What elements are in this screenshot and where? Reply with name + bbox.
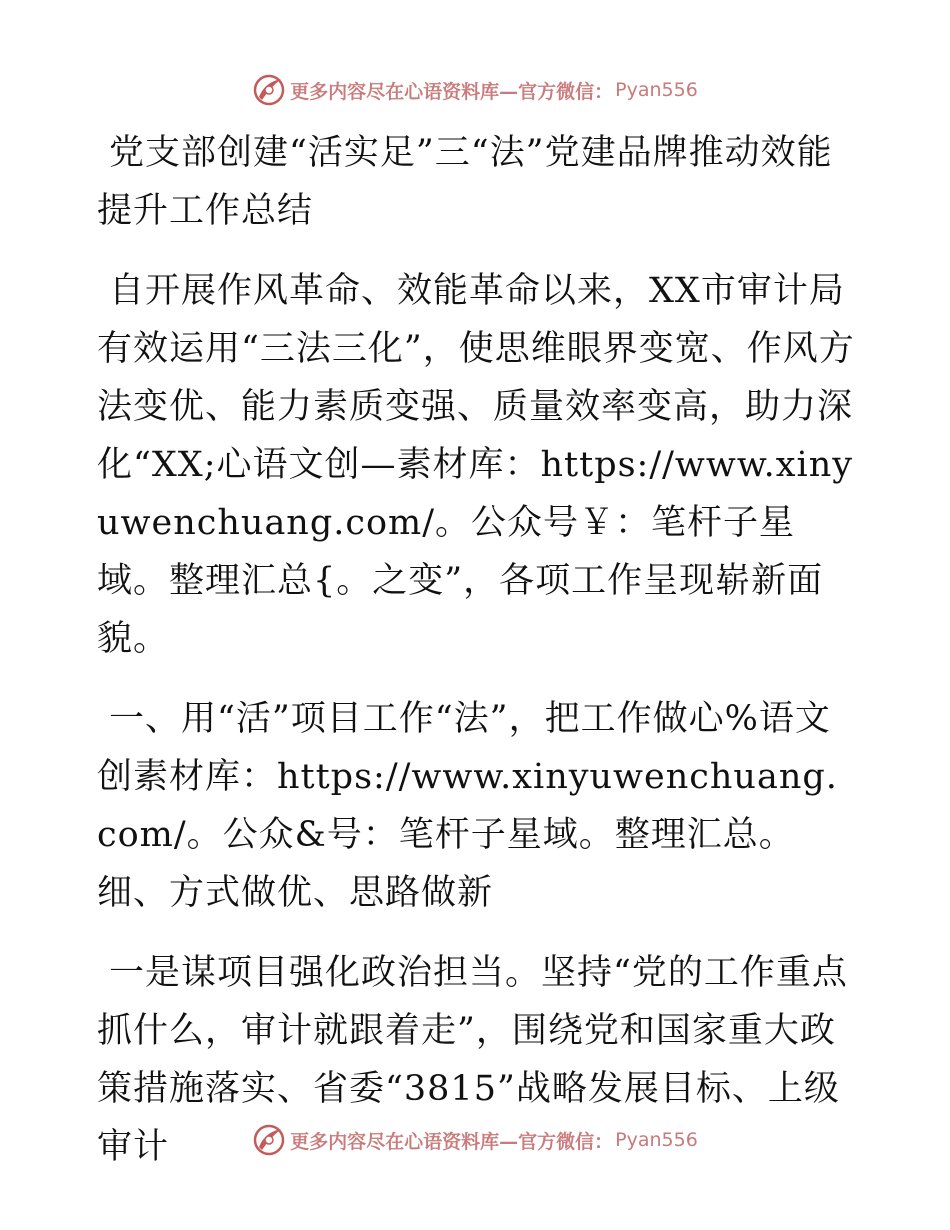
banner-text: 更多内容尽在心语资料库—官方微信： bbox=[290, 80, 614, 103]
header-watermark-banner bbox=[0, 70, 950, 110]
paragraph-point-one: 一是谋项目强化政治担当。坚持“党的工作重点抓什么，审计就跟着走”，围绕党和国家重大政策措施落实、省委“3815”战略发展目标、上级审计 bbox=[97, 953, 848, 1167]
paragraph-intro: 自开展作风革命、效能革命以来，XX市审计局有效运用“三法三化”，使思维眼界变宽、作风方法变优、能力素质变强、质量效率变高，助力深化“XX;心语文创—素材库：https://www.xinyuwenchuang.com/。公众号￥：笔杆子星域。整理汇总{。之变”，各项工作呈现崭新面貌。 bbox=[97, 271, 855, 659]
document-title: 党支部创建“活实足”三“法”党建品牌推动效能提升工作总结 bbox=[97, 133, 833, 231]
brush-logo-icon bbox=[252, 73, 286, 107]
paragraph-section-one-heading: 一、用“活”项目工作“法”，把工作做心%语文创素材库：https://www.xinyuwenchuang.com/。公众&号：笔杆子星域。整理汇总。细、方式做优、思路做新 bbox=[97, 699, 838, 913]
banner-wechat-id: Pyan556 bbox=[615, 79, 698, 101]
document-body bbox=[97, 124, 857, 1176]
footer-watermark-banner bbox=[0, 1120, 950, 1160]
banner-text: 更多内容尽在心语资料库—官方微信： bbox=[290, 1130, 614, 1153]
brush-logo-icon bbox=[252, 1123, 286, 1157]
banner-wechat-id: Pyan556 bbox=[615, 1129, 698, 1151]
